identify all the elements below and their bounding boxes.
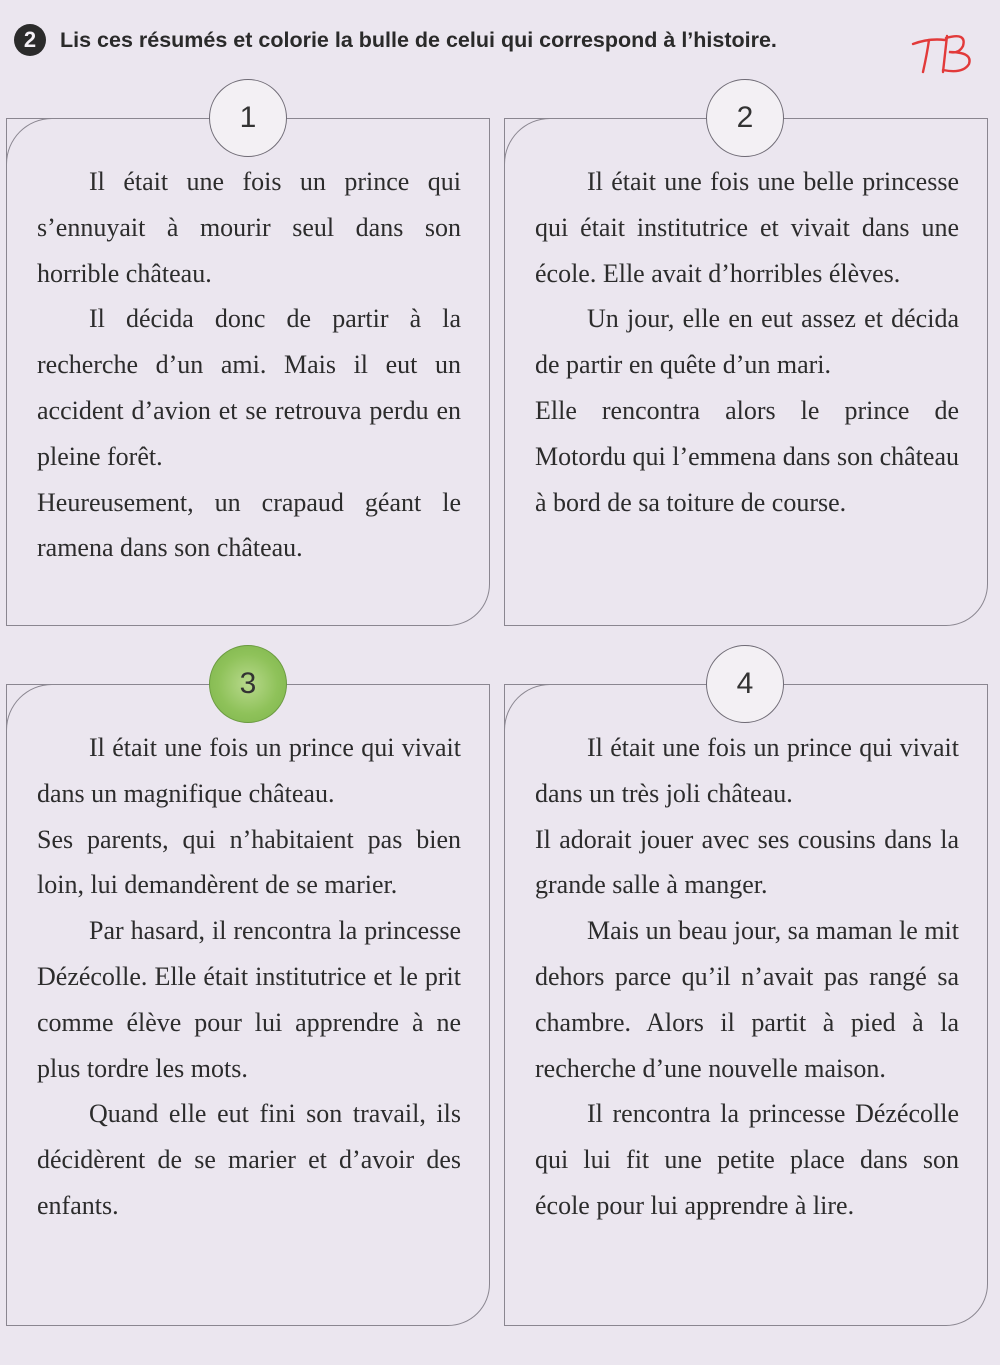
summary-1-paragraph: Il décida donc de partir à la recherche d’un ami. Mais il eut un accident d’avion et se retrouva perdu en pleine forêt. [37,304,461,471]
summary-text-1 [37,159,461,571]
summary-text-4 [535,725,959,1229]
teacher-annotation-handwriting [905,22,985,82]
instruction-text: Lis ces résumés et colorie la bulle de celui qui correspond à l’histoire. [60,27,777,52]
summary-4-paragraph: Il était une fois un prince qui vivait dans un très joli château. [535,733,959,808]
summary-4-paragraph: Il rencontra la princesse Dézécolle qui lui fit une petite place dans son école pour lui apprendre à lire. [535,1099,959,1220]
exercise-number-badge: 2 [14,24,46,56]
summary-3-paragraph: Quand elle eut fini son travail, ils décidèrent de se marier et d’avoir des enfants. [37,1099,461,1220]
summary-1-paragraph: Heureusement, un crapaud géant le ramena dans son château. [37,487,461,563]
summary-4-paragraph: Mais un beau jour, sa maman le mit dehors parce qu’il n’avait pas rangé sa chambre. Alors il partit à pied à la recherche d’une nouvelle maison. [535,916,959,1083]
summary-card-1 [6,118,490,626]
summary-1-paragraph: Il était une fois un prince qui s’ennuyait à mourir seul dans son horrible château. [37,167,461,288]
summary-text-2 [535,159,959,525]
summary-bubble-1[interactable]: 1 [209,79,287,157]
exercise-instruction [14,18,914,62]
summary-2-paragraph: Elle rencontra alors le prince de Motordu qui l’emmena dans son château à bord de sa toiture de course. [535,395,959,517]
summary-card-2 [504,118,988,626]
summary-2-paragraph: Il était une fois une belle princesse qui était institutrice et vivait dans une école. Elle avait d’horribles élèves. [535,167,959,288]
summary-3-paragraph: Ses parents, qui n’habitaient pas bien loin, lui demandèrent de se marier. [37,824,461,900]
summary-2-paragraph: Un jour, elle en eut assez et décida de partir en quête d’un mari. [535,304,959,380]
summary-text-3 [37,725,461,1229]
summary-bubble-2[interactable]: 2 [706,79,784,157]
summary-4-paragraph: Il adorait jouer avec ses cousins dans la grande salle à manger. [535,824,959,900]
summary-3-paragraph: Par hasard, il rencontra la princesse Dézécolle. Elle était institutrice et le prit comme élève pour lui apprendre à ne plus tordre les mots. [37,916,461,1083]
summary-bubble-4[interactable]: 4 [706,645,784,723]
summary-card-4 [504,684,988,1326]
summary-bubble-3-colored[interactable]: 3 [209,645,287,723]
summary-3-paragraph: Il était une fois un prince qui vivait dans un magnifique château. [37,733,461,808]
summary-card-3 [6,684,490,1326]
